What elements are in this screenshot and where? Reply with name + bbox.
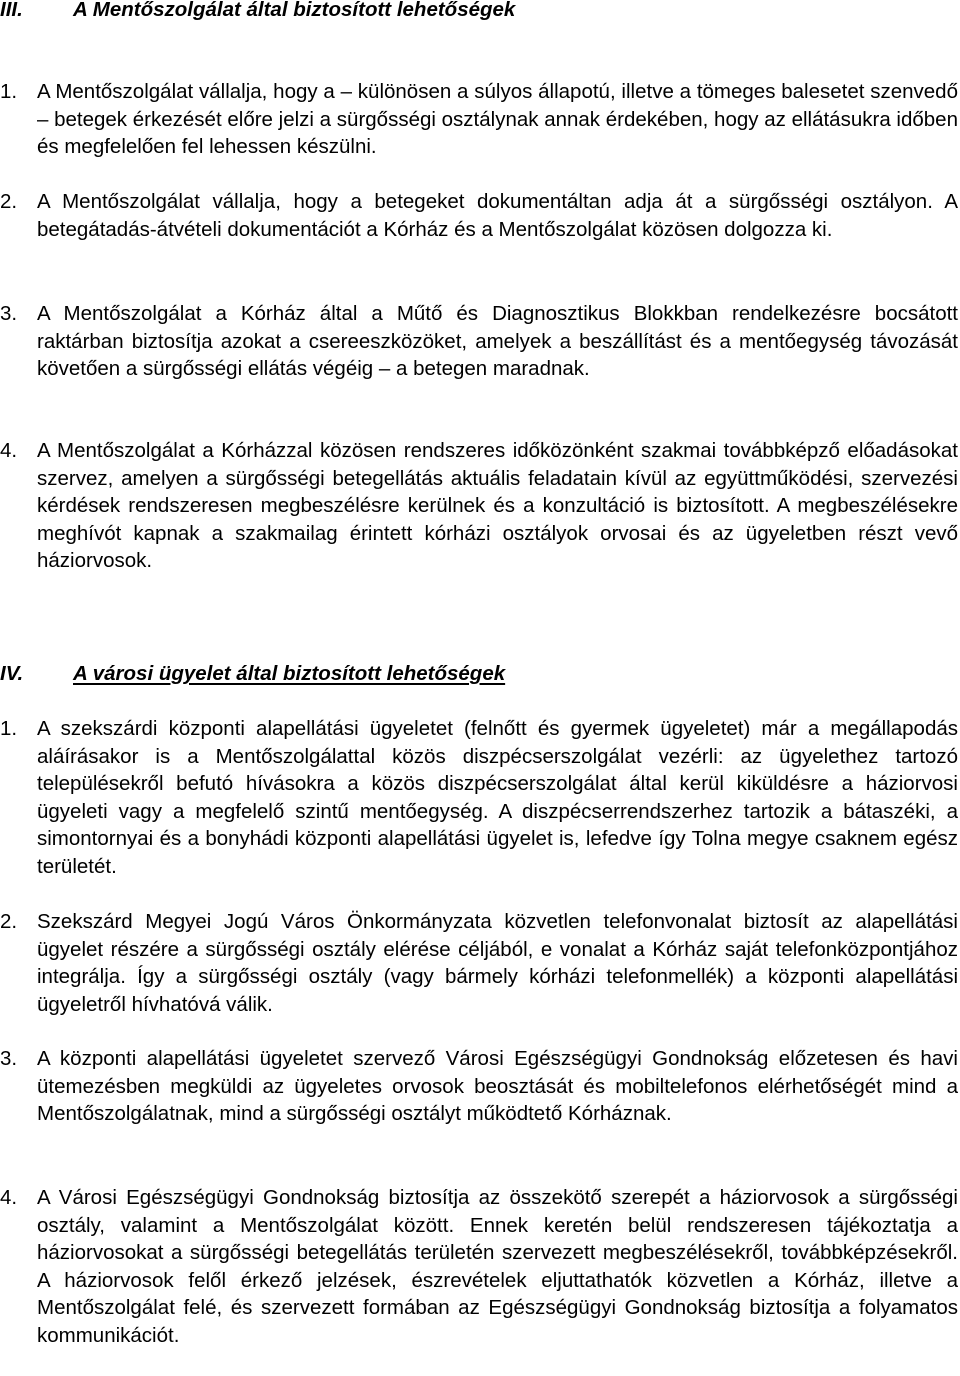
item-text: A Mentőszolgálat a Kórházzal közösen rendszeres időközönként szakmai továbbképző előadásokat szervez, amelyen a sürgősségi betegellátás aktuális feladatain kívül az együttműködési, szervezési kérdések rendszeresen megbeszélésre kerülnek és a konzultáció is biztosított. A megbeszélésekre meghívót kapnak a szakmailag érintett kórházi osztályok orvosai és az ügyeletben részt vevő háziorvosok. — [37, 439, 958, 572]
item-text: A Mentőszolgálat vállalja, hogy a betegeket dokumentáltan adja át a sürgősségi osztályon. A betegátadás-átvételi dokumentációt a Kórház és a Mentőszolgálat közösen dolgozza ki. — [37, 190, 958, 241]
item-text: Szekszárd Megyei Jogú Város Önkormányzata közvetlen telefonvonalat biztosít az alapellátási ügyelet részére a sürgősségi osztály elérése céljából, e vonalat a Kórház saját telefonközpontjához integrálja. Így a sürgősségi osztály (vagy bármely kórházi telefonmellék) a központi alapellátási ügyeletről hívhatóvá válik. — [37, 910, 958, 1016]
item-text: A Mentőszolgálat a Kórház által a Műtő és Diagnosztikus Blokkban rendelkezésre bocsátott raktárban biztosítja azokat a csereeszközöket, amelyek a beszállítást és a mentőegység távozását követően a sürgősségi ellátás végéig – a betegen maradnak. — [37, 302, 958, 380]
item-number: 3. — [0, 302, 18, 325]
item-number: 2. — [0, 910, 18, 933]
item-number: 2. — [0, 190, 18, 213]
item-number: 3. — [0, 1047, 18, 1070]
item-number: 1. — [0, 80, 18, 103]
item-text: A Mentőszolgálat vállalja, hogy a – különösen a súlyos állapotú, illetve a tömeges balesetet szenvedő – betegek érkezését előre jelzi a sürgősségi osztálynak annak érdekében, hogy az ellátásukra időben és megfelelően fel lehessen készülni. — [37, 80, 958, 158]
item-number: 4. — [0, 1186, 18, 1209]
item-text: A Városi Egészségügyi Gondnokság biztosítja az összekötő szerepét a háziorvosok a sürgősségi osztály, valamint a Mentőszolgálat között. Ennek keretén belül rendszeresen tájékoztatja a háziorvosokat a sürgősségi betegellátás területén szervezett megbeszélésekről, továbbképzésekről. A háziorvosok felől érkező jelzések, észrevételek eljuttathatók közvetlen a Kórház, illetve a Mentőszolgálat felé, és szervezett formában az Egészségügyi Gondnokság biztosítja a folyamatos kommunikációt. — [37, 1186, 958, 1347]
item-text: A központi alapellátási ügyeletet szervező Városi Egészségügyi Gondnokság előzetesen és havi ütemezésben megküldi az ügyeletes orvosok beosztását és mobiltelefonos elérhetőségét mind a Mentőszolgálatnak, mind a sürgősségi osztályt működtető Kórháznak. — [37, 1047, 958, 1125]
item-text: A szekszárdi központi alapellátási ügyeletet (felnőtt és gyermek ügyeletet) már a megállapodás aláírásakor is a Mentőszolgálattal közös diszpécserszolgálat vezérli: az ügyelethez tartozó településekről befutó hívásokra a közös diszpécserszolgálat által kerül kiküldésre a háziorvosi ügyeleti vagy a megfelelő szintű mentőegység. A diszpécserrendszerhez tartozik a bátaszéki, a simontornyai és a bonyhádi központi alapellátási ügyelet is, lefedve így Tolna megye csaknem egész területét. — [37, 717, 958, 878]
section-number: IV. — [0, 662, 24, 685]
section-number: III. — [0, 0, 23, 21]
section-title: A Mentőszolgálat által biztosított lehetőségek — [73, 0, 516, 21]
section-title: A városi ügyelet által biztosított lehetőségek — [73, 662, 506, 685]
item-number: 1. — [0, 717, 18, 740]
item-number: 4. — [0, 439, 18, 462]
